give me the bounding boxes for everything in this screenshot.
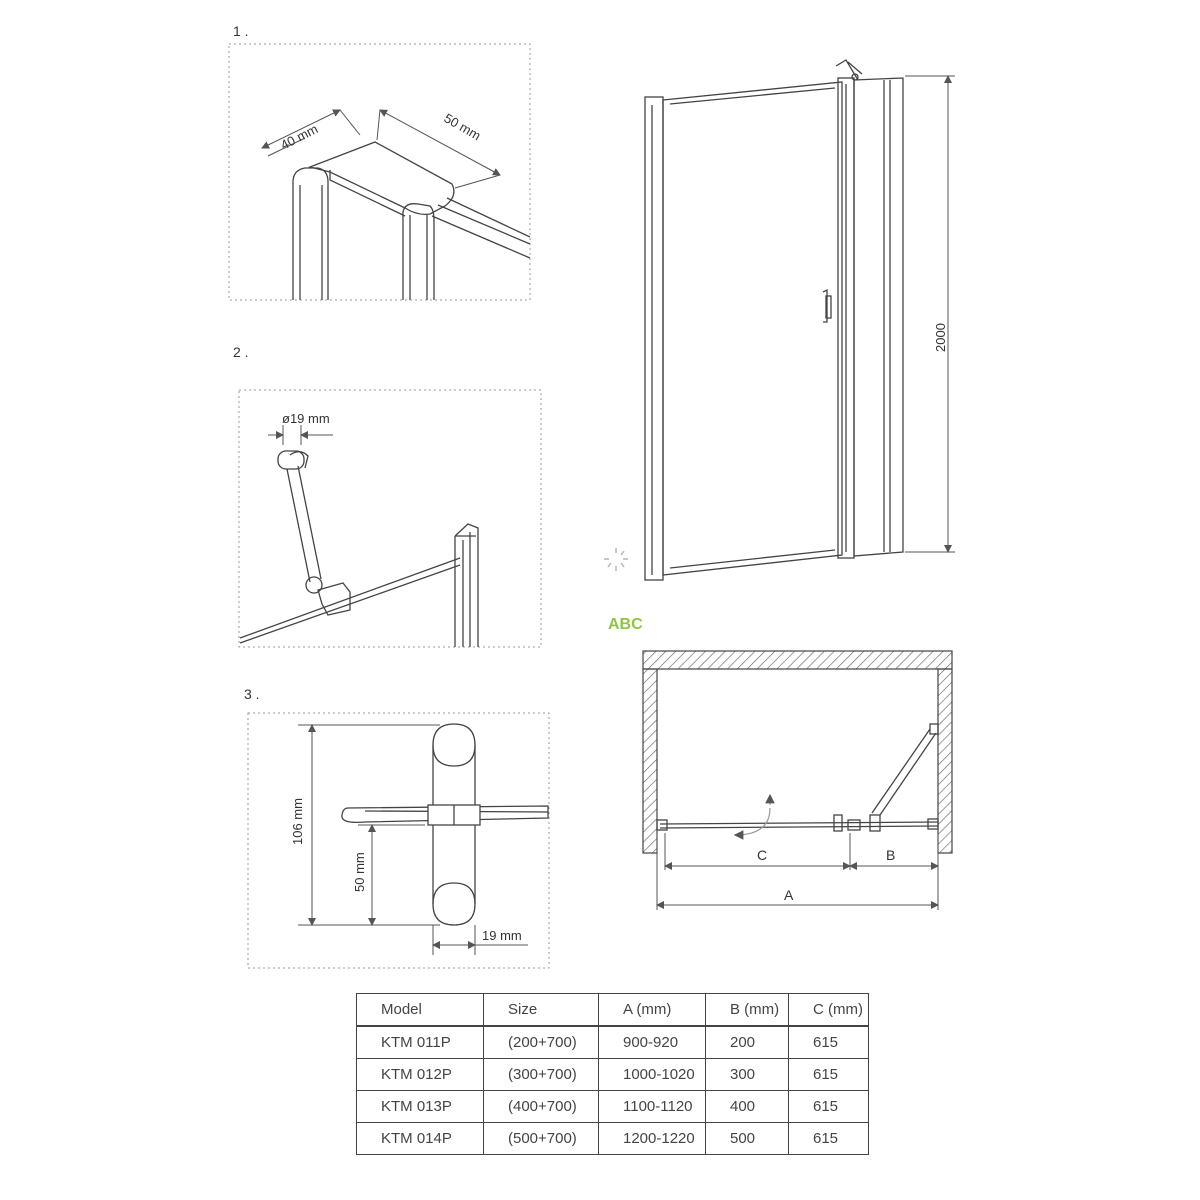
cell-size: (400+700) (484, 1091, 599, 1123)
step2-stabilizer (240, 451, 478, 647)
table-row (357, 1026, 869, 1059)
step1-depth-label: 50 mm (441, 110, 484, 144)
cell-b: 300 (706, 1059, 789, 1091)
header-b: B (mm) (706, 994, 789, 1027)
step3-total-label: 106 mm (290, 798, 305, 845)
left-wall (643, 669, 657, 853)
table-row (357, 1059, 869, 1091)
cell-model: KTM 014P (357, 1123, 484, 1155)
header-c: C (mm) (789, 994, 869, 1027)
plan-dimensions (657, 833, 938, 910)
cell-model: KTM 013P (357, 1091, 484, 1123)
front-elevation (604, 60, 955, 580)
step1-detail (229, 23, 530, 300)
cell-model: KTM 012P (357, 1059, 484, 1091)
step3-number: 3 . (244, 686, 260, 702)
swing-arrows (735, 795, 770, 835)
step1-profile (293, 142, 530, 300)
height-dimension (905, 76, 955, 552)
cell-size: (500+700) (484, 1123, 599, 1155)
header-a: A (mm) (599, 994, 706, 1027)
cell-b: 400 (706, 1091, 789, 1123)
cell-a: 1200-1220 (599, 1123, 706, 1155)
step3-bar-label: 19 mm (482, 928, 522, 943)
cell-model: KTM 011P (357, 1026, 484, 1059)
step1-number: 1 . (233, 23, 249, 39)
cell-a: 1000-1020 (599, 1059, 706, 1091)
step2-detail (233, 344, 541, 647)
step2-diameter-label: ø19 mm (282, 411, 330, 426)
plan-label-c: C (757, 847, 768, 863)
right-wall (938, 669, 952, 853)
step2-number: 2 . (233, 344, 249, 360)
header-size: Size (484, 994, 599, 1027)
plan-label-a: A (784, 887, 794, 903)
spinner-icon (604, 548, 628, 571)
cell-c: 615 (789, 1026, 869, 1059)
step1-frame (229, 44, 530, 300)
model-spec-table (356, 993, 869, 1155)
cell-b: 500 (706, 1123, 789, 1155)
cell-c: 615 (789, 1059, 869, 1091)
header-model: Model (357, 994, 484, 1027)
cell-c: 615 (789, 1091, 869, 1123)
height-label: 2000 (933, 323, 948, 352)
plan-view (643, 651, 952, 910)
back-wall (643, 651, 952, 669)
watermark (608, 616, 643, 633)
watermark-text: ABC (608, 616, 643, 633)
cell-c: 615 (789, 1123, 869, 1155)
cell-size: (300+700) (484, 1059, 599, 1091)
step2-frame (239, 390, 541, 647)
table-row (357, 1091, 869, 1123)
step3-lower-label: 50 mm (352, 852, 367, 892)
step2-dimensions (268, 425, 333, 445)
step1-width-label: 40 mm (278, 121, 321, 153)
cell-size: (200+700) (484, 1026, 599, 1059)
plan-label-b: B (886, 847, 896, 863)
table-header-row (357, 994, 869, 1027)
table-row (357, 1123, 869, 1155)
cell-a: 1100-1120 (599, 1091, 706, 1123)
step3-detail (244, 686, 549, 968)
step3-dimensions (298, 725, 528, 955)
cell-b: 200 (706, 1026, 789, 1059)
cell-a: 900-920 (599, 1026, 706, 1059)
